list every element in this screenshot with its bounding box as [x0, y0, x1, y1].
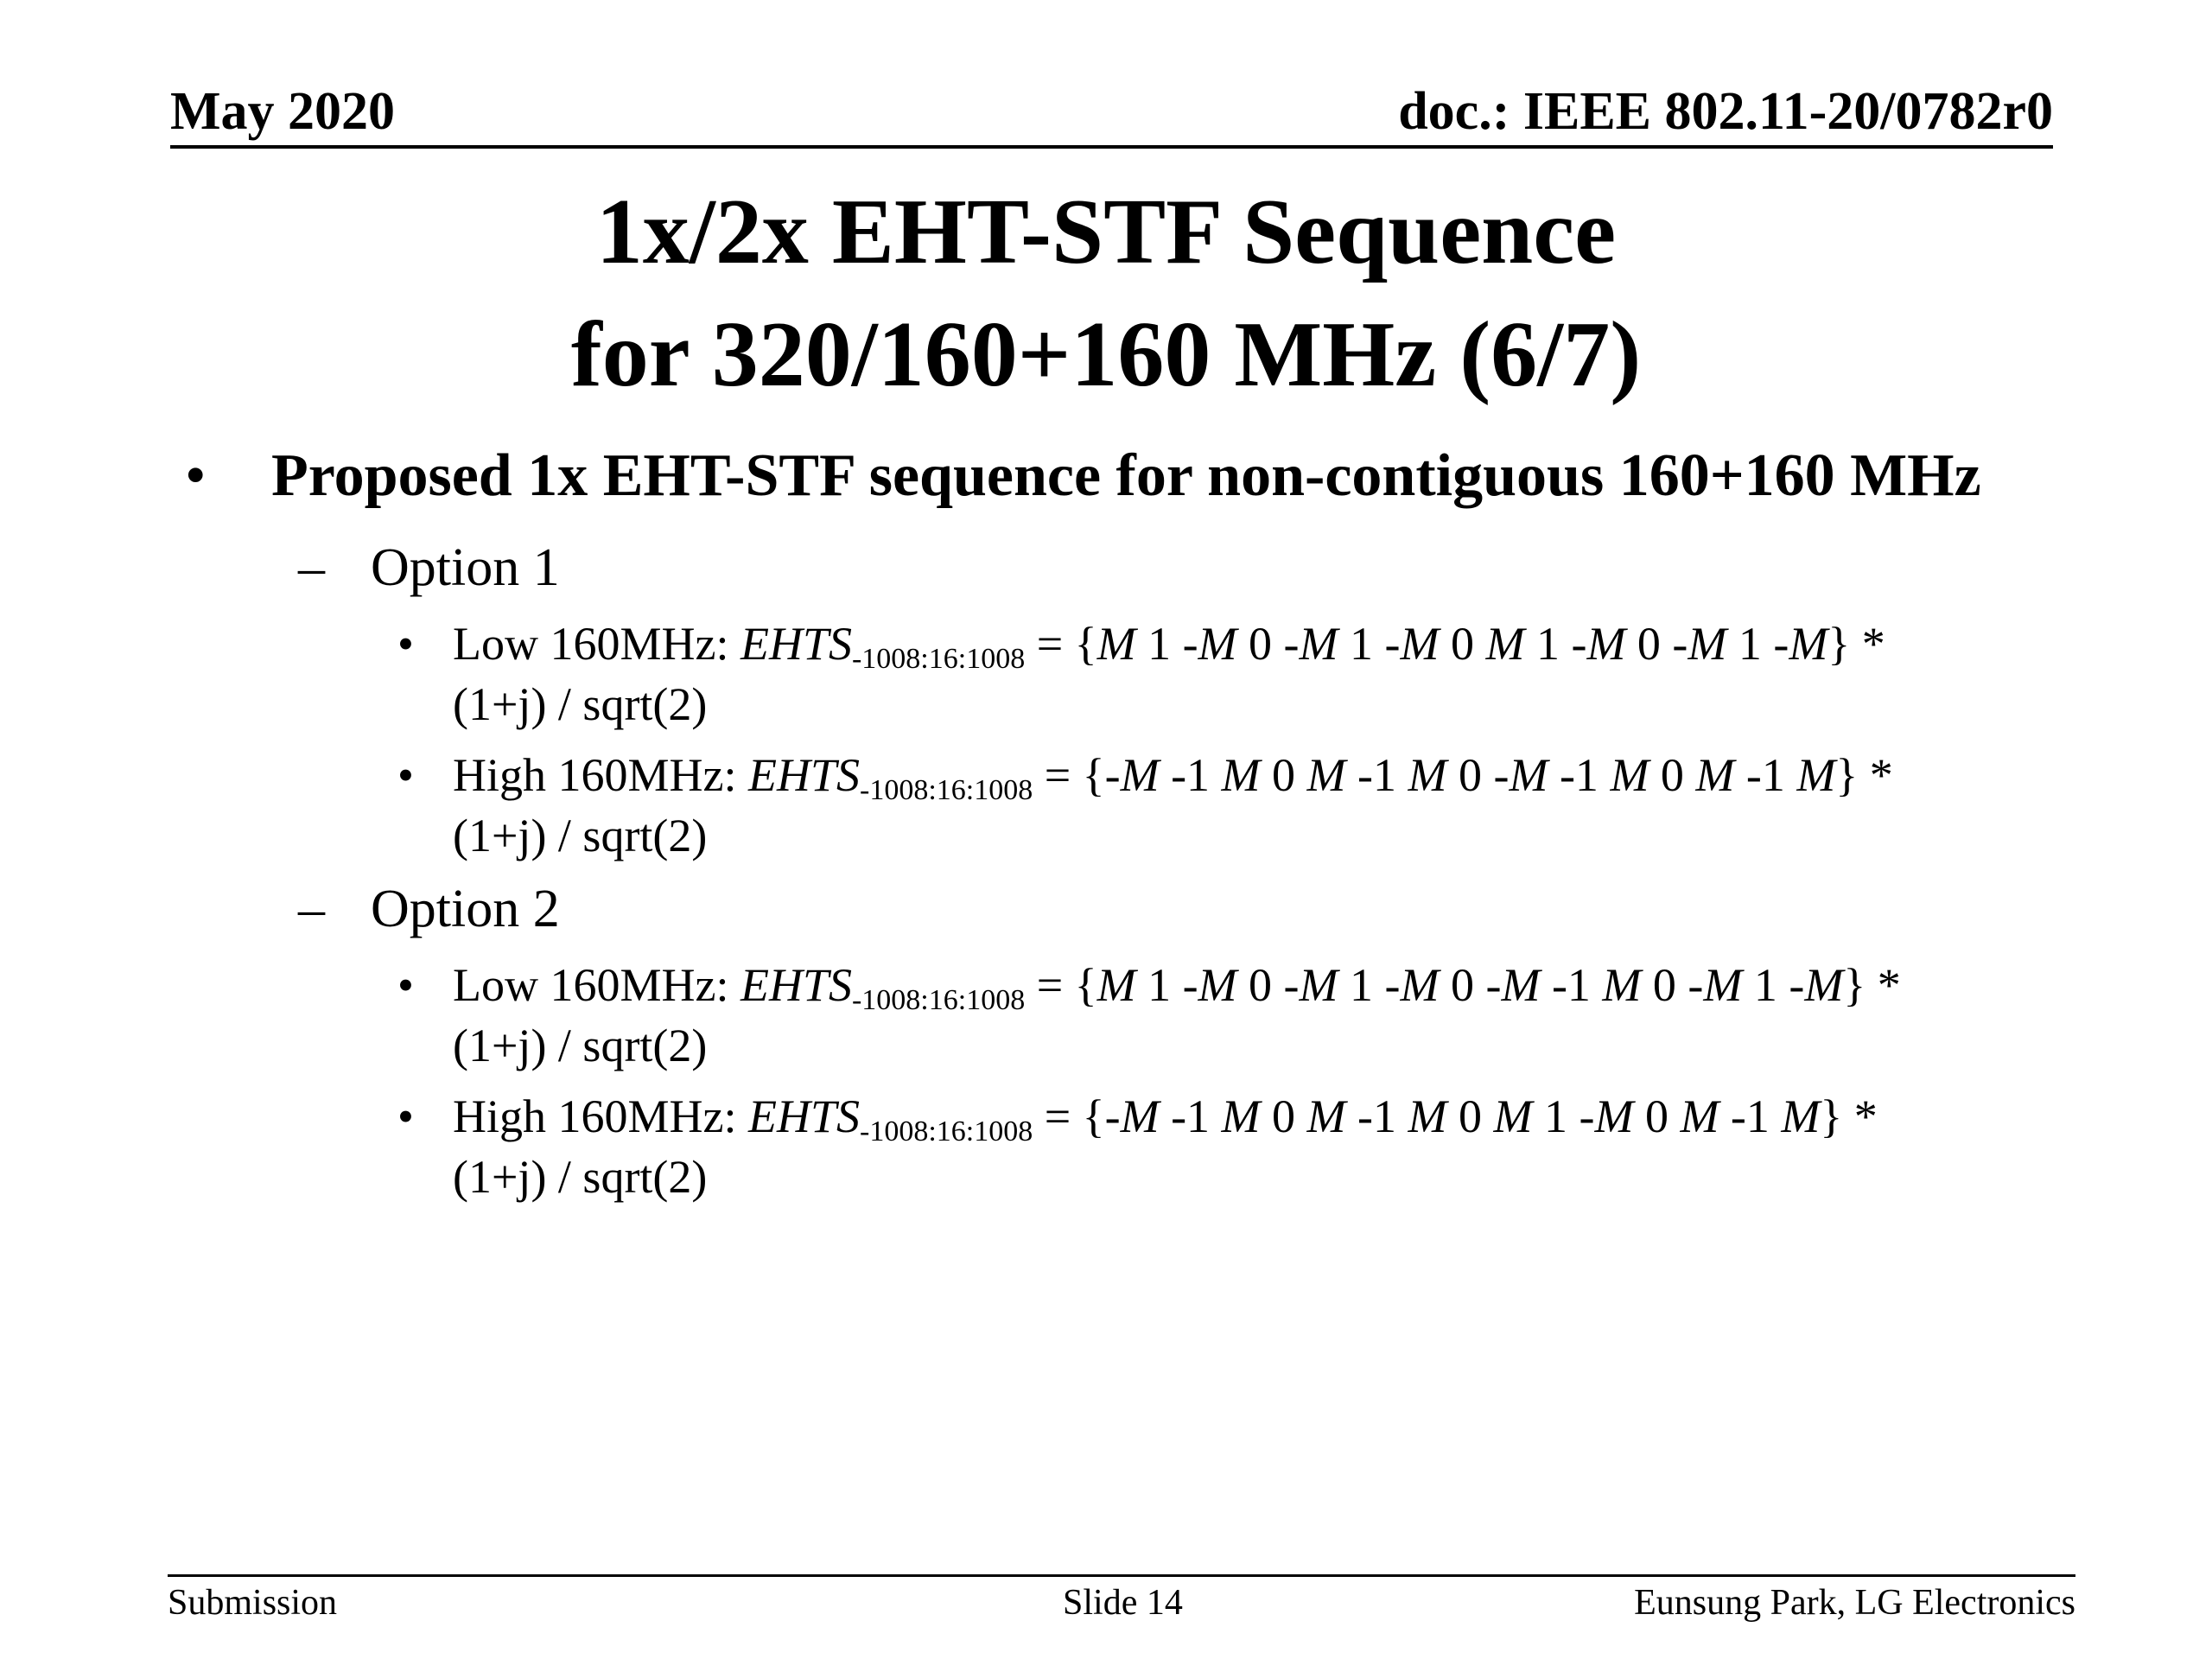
dash-icon: – [298, 880, 325, 938]
dash-icon: – [298, 538, 325, 597]
equation-prefix: Low 160MHz: [453, 959, 741, 1011]
sub-bullet-icon: • [397, 618, 414, 670]
equation-line [453, 1086, 2043, 1147]
slide-title-line-1: 1x/2x EHT-STF Sequence [595, 181, 1617, 283]
equation-line [453, 955, 2043, 1015]
footer-author: Eunsung Park, LG Electronics [1634, 1583, 2075, 1623]
equation-tail: (1+j) / sqrt(2) [453, 1151, 708, 1203]
equation-symbol: EHTS [747, 1090, 860, 1142]
equation-subscript: -1008:16:1008 [860, 774, 1033, 806]
equation-line [453, 613, 2043, 674]
option-2-high-text [453, 1086, 2043, 1207]
main-bullet-text: Proposed 1x EHT-STF sequence for non-contiguous 160+160 MHz [271, 442, 1981, 509]
equation-prefix: Low 160MHz: [453, 618, 741, 670]
option-1-low-text [453, 613, 2043, 734]
equation-sequence: = {M 1 -M 0 -M 1 -M 0 M 1 -M 0 -M 1 -M} * [1025, 618, 1885, 670]
equation-prefix: High 160MHz: [453, 1090, 748, 1142]
equation-subscript: -1008:16:1008 [851, 984, 1026, 1016]
equation-sequence: = {-M -1 M 0 M -1 M 0 -M -1 M 0 M -1 M} * [1033, 749, 1893, 801]
equation-subscript: -1008:16:1008 [851, 643, 1026, 675]
header-divider [170, 145, 2053, 149]
bullet-icon: • [185, 442, 207, 509]
option-2-low-text [453, 955, 2043, 1076]
equation-tail: (1+j) / sqrt(2) [453, 1020, 708, 1071]
equation-prefix: High 160MHz: [453, 749, 748, 801]
option-2-label: Option 2 [371, 880, 560, 938]
footer-divider [168, 1574, 2075, 1577]
footer-submission: Submission [168, 1583, 338, 1623]
slide-title [0, 171, 2212, 416]
sub-bullet-icon: • [397, 959, 414, 1011]
equation-symbol: EHTS [740, 959, 852, 1011]
equation-subscript: -1008:16:1008 [860, 1116, 1033, 1147]
option-1-label: Option 1 [371, 538, 560, 597]
slide-title-line-2: for 320/160+160 MHz (6/7) [570, 303, 1642, 406]
sub-bullet-icon: • [397, 1090, 414, 1142]
header-doc-id: doc.: IEEE 802.11-20/0782r0 [1398, 82, 2053, 141]
equation-line [453, 745, 2043, 805]
option-1-high-text [453, 745, 2043, 866]
equation-tail: (1+j) / sqrt(2) [453, 678, 708, 730]
equation-sequence: = {M 1 -M 0 -M 1 -M 0 -M -1 M 0 -M 1 -M} * [1025, 959, 1901, 1011]
equation-sequence: = {-M -1 M 0 M -1 M 0 M 1 -M 0 M -1 M} * [1033, 1090, 1878, 1142]
header-date: May 2020 [170, 82, 396, 141]
equation-symbol: EHTS [740, 618, 852, 670]
equation-tail: (1+j) / sqrt(2) [453, 810, 708, 861]
footer-slide-number: Slide 14 [1063, 1583, 1183, 1623]
equation-symbol: EHTS [747, 749, 860, 801]
sub-bullet-icon: • [397, 749, 414, 801]
